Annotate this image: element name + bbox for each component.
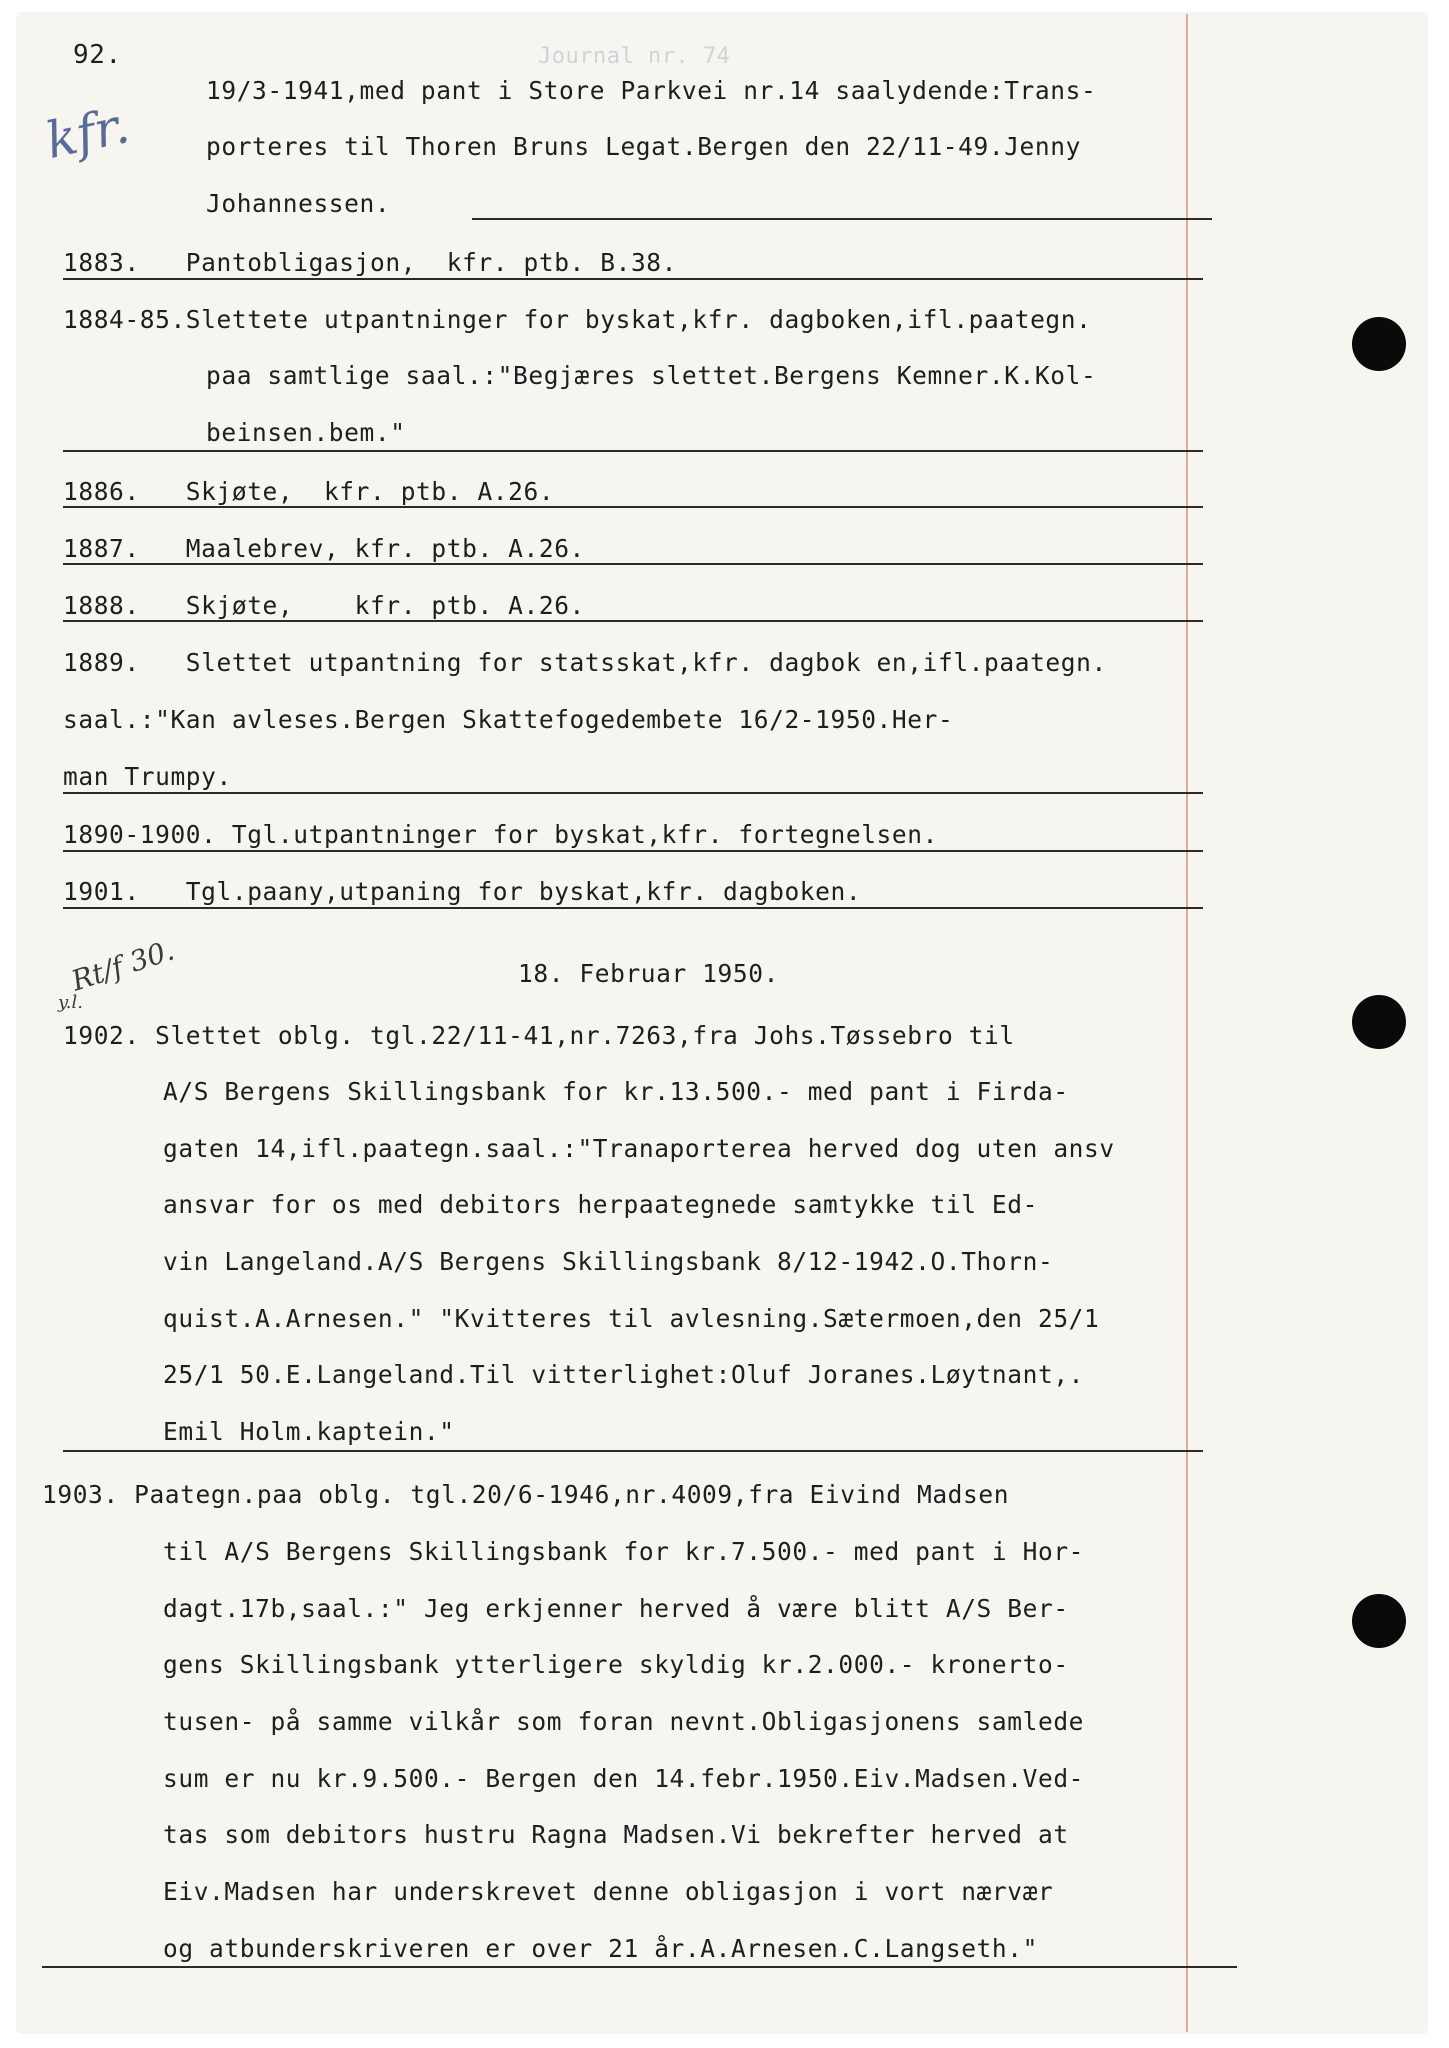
text-line: paa samtlige saal.:"Begjæres slettet.Bergens Kemner.K.Kol- (206, 361, 1097, 390)
entry-1889: 1889. Slettet utpantning for statsskat,kfr. dagbok en,ifl.paategn. (63, 648, 1107, 677)
text-line: 19/3-1941,med pant i Store Parkvei nr.14 saalydende:Trans- (206, 76, 1097, 105)
entry-1903: 1903. Paategn.paa oblg. tgl.20/6-1946,nr.4009,fra Eivind Madsen (42, 1480, 1010, 1509)
rule (42, 1966, 1237, 1968)
rule (63, 450, 1203, 452)
entry-1888: 1888. Skjøte, kfr. ptb. A.26. (63, 591, 585, 620)
text-line: porteres til Thoren Bruns Legat.Bergen den 22/11-49.Jenny (206, 132, 1081, 161)
page-number: 92. (73, 40, 122, 70)
text-line: vin Langeland.A/S Bergens Skillingsbank 8/12-1942.O.Thorn- (163, 1247, 1054, 1276)
text-line: 25/1 50.E.Langeland.Til vitterlighet:Oluf Joranes.Løytnant,. (163, 1360, 1085, 1389)
entry-1887: 1887. Maalebrev, kfr. ptb. A.26. (63, 534, 585, 563)
text-line: saal.:"Kan avleses.Bergen Skattefogedembete 16/2-1950.Her- (63, 705, 954, 734)
entry-1901: 1901. Tgl.paany,utpaning for byskat,kfr. dagboken. (63, 877, 862, 906)
rule (63, 620, 1203, 622)
text-line: A/S Bergens Skillingsbank for kr.13.500.- med pant i Firda- (163, 1077, 1069, 1106)
text-line: Eiv.Madsen har underskrevet denne obligasjon i vort nærvær (163, 1877, 1054, 1906)
margin-note-side: Rt/f 30. (67, 933, 179, 998)
rule (63, 907, 1203, 909)
text-line: tusen- på samme vilkår som foran nevnt.Obligasjonens samlede (163, 1707, 1085, 1736)
rule (63, 850, 1203, 852)
rule (63, 506, 1203, 508)
text-line: sum er nu kr.9.500.- Bergen den 14.febr.1950.Eiv.Madsen.Ved- (163, 1764, 1085, 1793)
text-line: Emil Holm.kaptein." (163, 1417, 455, 1446)
document-page (18, 14, 1426, 2032)
date-heading: 18. Februar 1950. (518, 959, 779, 988)
rule (63, 1450, 1203, 1452)
entry-1886: 1886. Skjøte, kfr. ptb. A.26. (63, 477, 555, 506)
text-line: beinsen.bem." (206, 418, 406, 447)
text-line: til A/S Bergens Skillingsbank for kr.7.500.- med pant i Hor- (163, 1537, 1085, 1566)
ghost-heading: Journal nr. 74 (538, 44, 731, 69)
entry-1890-1900: 1890-1900. Tgl.utpantninger for byskat,kfr. fortegnelsen. (63, 820, 938, 849)
text-line: ansvar for os med debitors herpaategnede samtykke til Ed- (163, 1190, 1038, 1219)
rule (472, 218, 1212, 220)
rule (63, 792, 1203, 794)
text-line: dagt.17b,saal.:" Jeg erkjenner herved å være blitt A/S Ber- (163, 1594, 1069, 1623)
rule (63, 563, 1203, 565)
text-line: Johannessen. (206, 189, 391, 218)
punch-hole-middle (1352, 995, 1406, 1049)
text-line: man Trumpy. (63, 762, 232, 791)
punch-hole-top (1352, 317, 1406, 371)
text-line: gens Skillingsbank ytterligere skyldig kr.2.000.- kronerto- (163, 1650, 1069, 1679)
text-line: og atbunderskriveren er over 21 år.A.Arnesen.C.Langseth." (163, 1934, 1038, 1963)
punch-hole-bottom (1352, 1594, 1406, 1648)
entry-1884-85: 1884-85.Slettete utpantninger for byskat,kfr. dagboken,ifl.paategn. (63, 305, 1092, 334)
text-line: quist.A.Arnesen." "Kvitteres til avlesning.Sætermoen,den 25/1 (163, 1304, 1100, 1333)
rule (63, 278, 1203, 280)
text-line: tas som debitors hustru Ragna Madsen.Vi bekrefter herved at (163, 1820, 1069, 1849)
entry-1883: 1883. Pantobligasjon, kfr. ptb. B.38. (63, 248, 678, 277)
margin-note-side2: y.l. (58, 992, 83, 1013)
text-line: gaten 14,ifl.paategn.saal.:"Tranaporterea herved dog uten ansv (163, 1134, 1115, 1163)
entry-1902: 1902. Slettet oblg. tgl.22/11-41,nr.7263,fra Johs.Tøssebro til (63, 1021, 1015, 1050)
margin-note-kfr: kfr. (40, 95, 135, 171)
margin-line (1186, 14, 1188, 2032)
